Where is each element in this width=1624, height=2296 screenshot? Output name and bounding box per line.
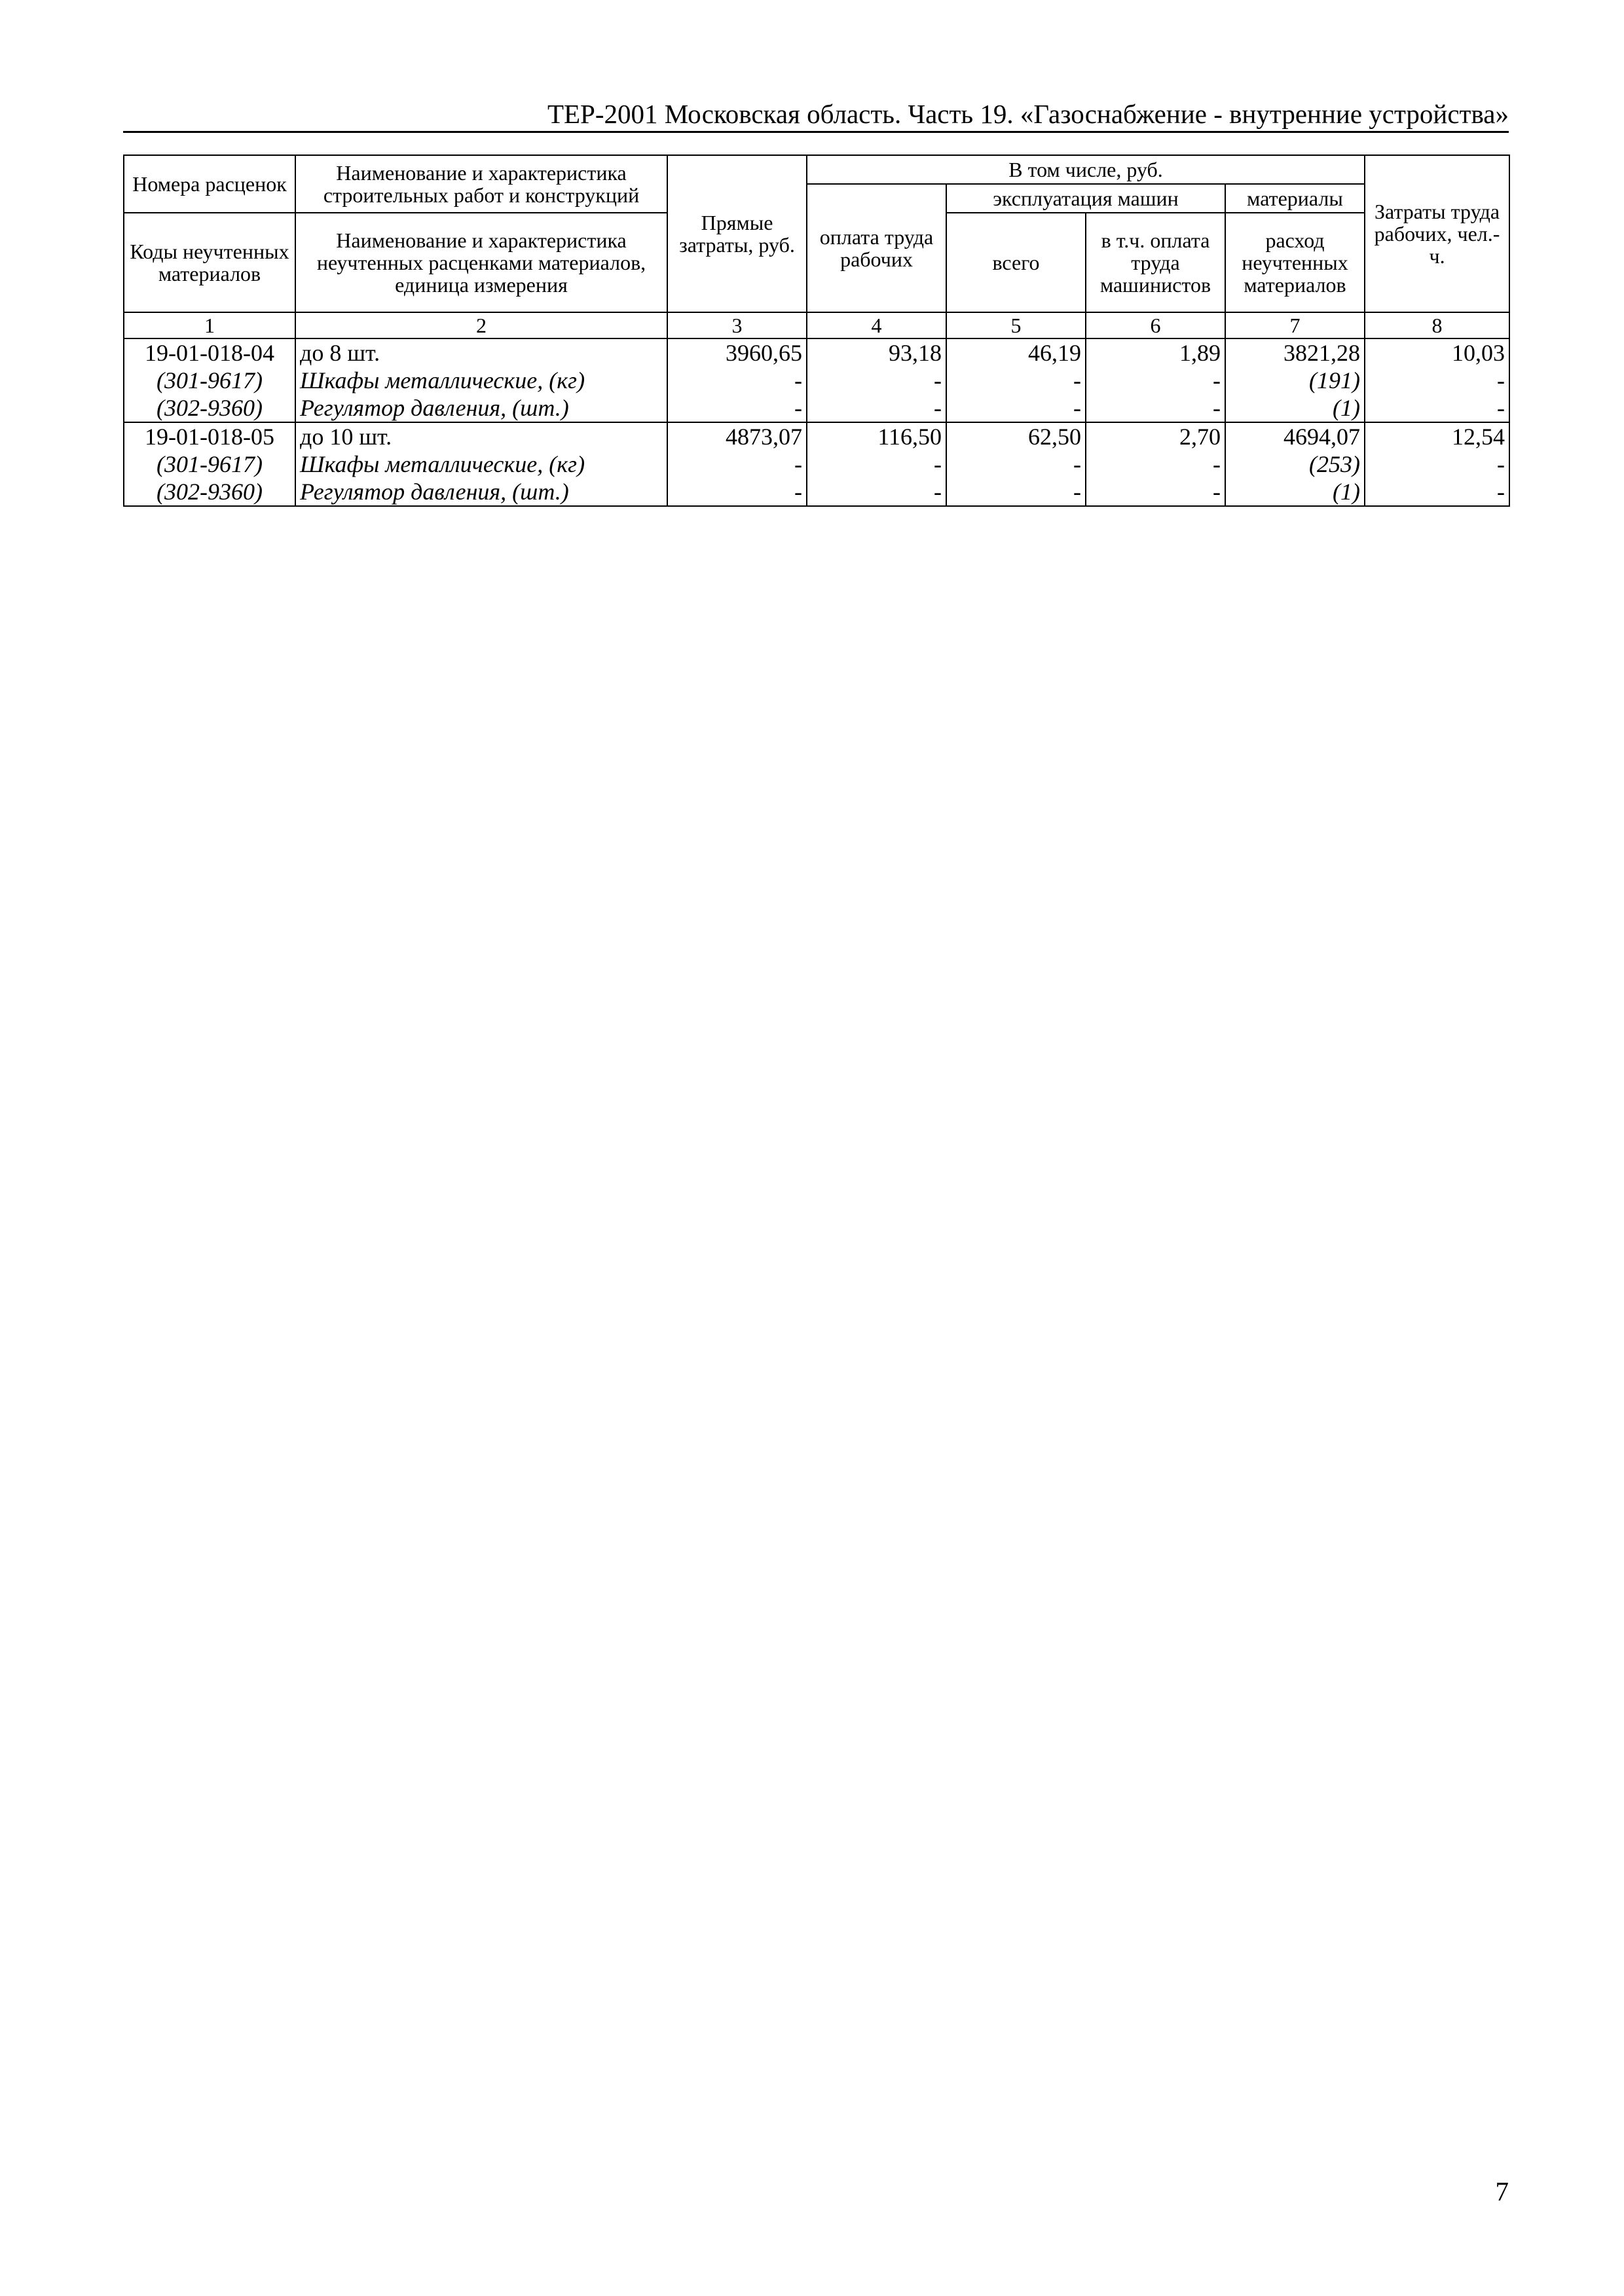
material-value: - [1365, 394, 1509, 422]
page-number: 7 [1495, 2176, 1509, 2206]
material-code: (301-9617) [124, 450, 295, 478]
material-value: - [946, 394, 1086, 422]
header-rule [123, 131, 1509, 133]
material-value: - [1086, 394, 1225, 422]
material-value: - [1086, 367, 1225, 394]
rates-table [123, 155, 1510, 507]
rate-value: 46,19 [946, 338, 1086, 367]
column-number: 5 [946, 312, 1086, 338]
material-value: - [667, 450, 807, 478]
rate-value: 12,54 [1365, 422, 1509, 450]
running-header: ТЕР-2001 Московская область. Часть 19. «Газоснабжение - внутренние устройства» [547, 99, 1509, 129]
header-machines: эксплуатация машин [946, 184, 1225, 213]
rate-value: 93,18 [807, 338, 946, 367]
material-name: Шкафы металлические, (кг) [295, 367, 667, 394]
rate-value: 4873,07 [667, 422, 807, 450]
header-material-name: Наименование и характеристика неучтенных расценками материалов, единица измерения [295, 213, 667, 312]
column-number: 3 [667, 312, 807, 338]
rate-value: 2,70 [1086, 422, 1225, 450]
column-number: 1 [124, 312, 295, 338]
material-value: - [1365, 478, 1509, 506]
header-machinist-pay: в т.ч. оплата труда машинистов [1086, 213, 1225, 312]
material-name: Регулятор давления, (шт.) [295, 394, 667, 422]
rate-name: до 8 шт. [295, 338, 667, 367]
header-direct-costs: Прямые затраты, руб. [667, 155, 807, 312]
header-rate-numbers: Номера расценок [124, 155, 295, 213]
material-value: - [667, 394, 807, 422]
rate-name: до 10 шт. [295, 422, 667, 450]
material-value: - [807, 450, 946, 478]
material-code: (302-9360) [124, 394, 295, 422]
material-row [124, 394, 1509, 422]
material-code: (301-9617) [124, 367, 295, 394]
material-value: - [667, 478, 807, 506]
rate-value: 116,50 [807, 422, 946, 450]
material-value: - [1086, 450, 1225, 478]
column-number: 2 [295, 312, 667, 338]
material-value: - [807, 367, 946, 394]
material-name: Шкафы металлические, (кг) [295, 450, 667, 478]
header-labor-costs: Затраты труда рабочих, чел.-ч. [1365, 155, 1509, 312]
rate-value: 3960,65 [667, 338, 807, 367]
material-value: - [1365, 367, 1509, 394]
header-work-name: Наименование и характеристика строительных работ и конструкций [295, 155, 667, 213]
rate-value: 4694,07 [1225, 422, 1365, 450]
header-machines-total: всего [946, 213, 1086, 312]
material-value: - [946, 450, 1086, 478]
header-labor-pay: оплата труда рабочих [807, 184, 946, 312]
material-value: (253) [1225, 450, 1365, 478]
column-number: 7 [1225, 312, 1365, 338]
material-value: - [807, 394, 946, 422]
table-body [124, 338, 1509, 506]
material-value: - [1086, 478, 1225, 506]
material-value: - [667, 367, 807, 394]
header-including: В том числе, руб. [807, 155, 1365, 184]
header-materials: материалы [1225, 184, 1365, 213]
material-row [124, 478, 1509, 506]
material-value: (1) [1225, 478, 1365, 506]
material-value: (191) [1225, 367, 1365, 394]
table-row [124, 422, 1509, 450]
rate-value: 1,89 [1086, 338, 1225, 367]
rate-code: 19-01-018-05 [124, 422, 295, 450]
rate-value: 62,50 [946, 422, 1086, 450]
material-value: - [807, 478, 946, 506]
material-row [124, 367, 1509, 394]
rate-code: 19-01-018-04 [124, 338, 295, 367]
header-materials-consumption: расход неучтенных материалов [1225, 213, 1365, 312]
table-row [124, 338, 1509, 367]
column-number: 6 [1086, 312, 1225, 338]
material-value: - [1365, 450, 1509, 478]
column-number: 8 [1365, 312, 1509, 338]
material-code: (302-9360) [124, 478, 295, 506]
material-value: (1) [1225, 394, 1365, 422]
material-value: - [946, 478, 1086, 506]
rate-value: 10,03 [1365, 338, 1509, 367]
material-name: Регулятор давления, (шт.) [295, 478, 667, 506]
column-number-row [124, 312, 1509, 338]
column-number: 4 [807, 312, 946, 338]
rate-value: 3821,28 [1225, 338, 1365, 367]
material-value: - [946, 367, 1086, 394]
header-material-codes: Коды неучтенных материалов [124, 213, 295, 312]
material-row [124, 450, 1509, 478]
